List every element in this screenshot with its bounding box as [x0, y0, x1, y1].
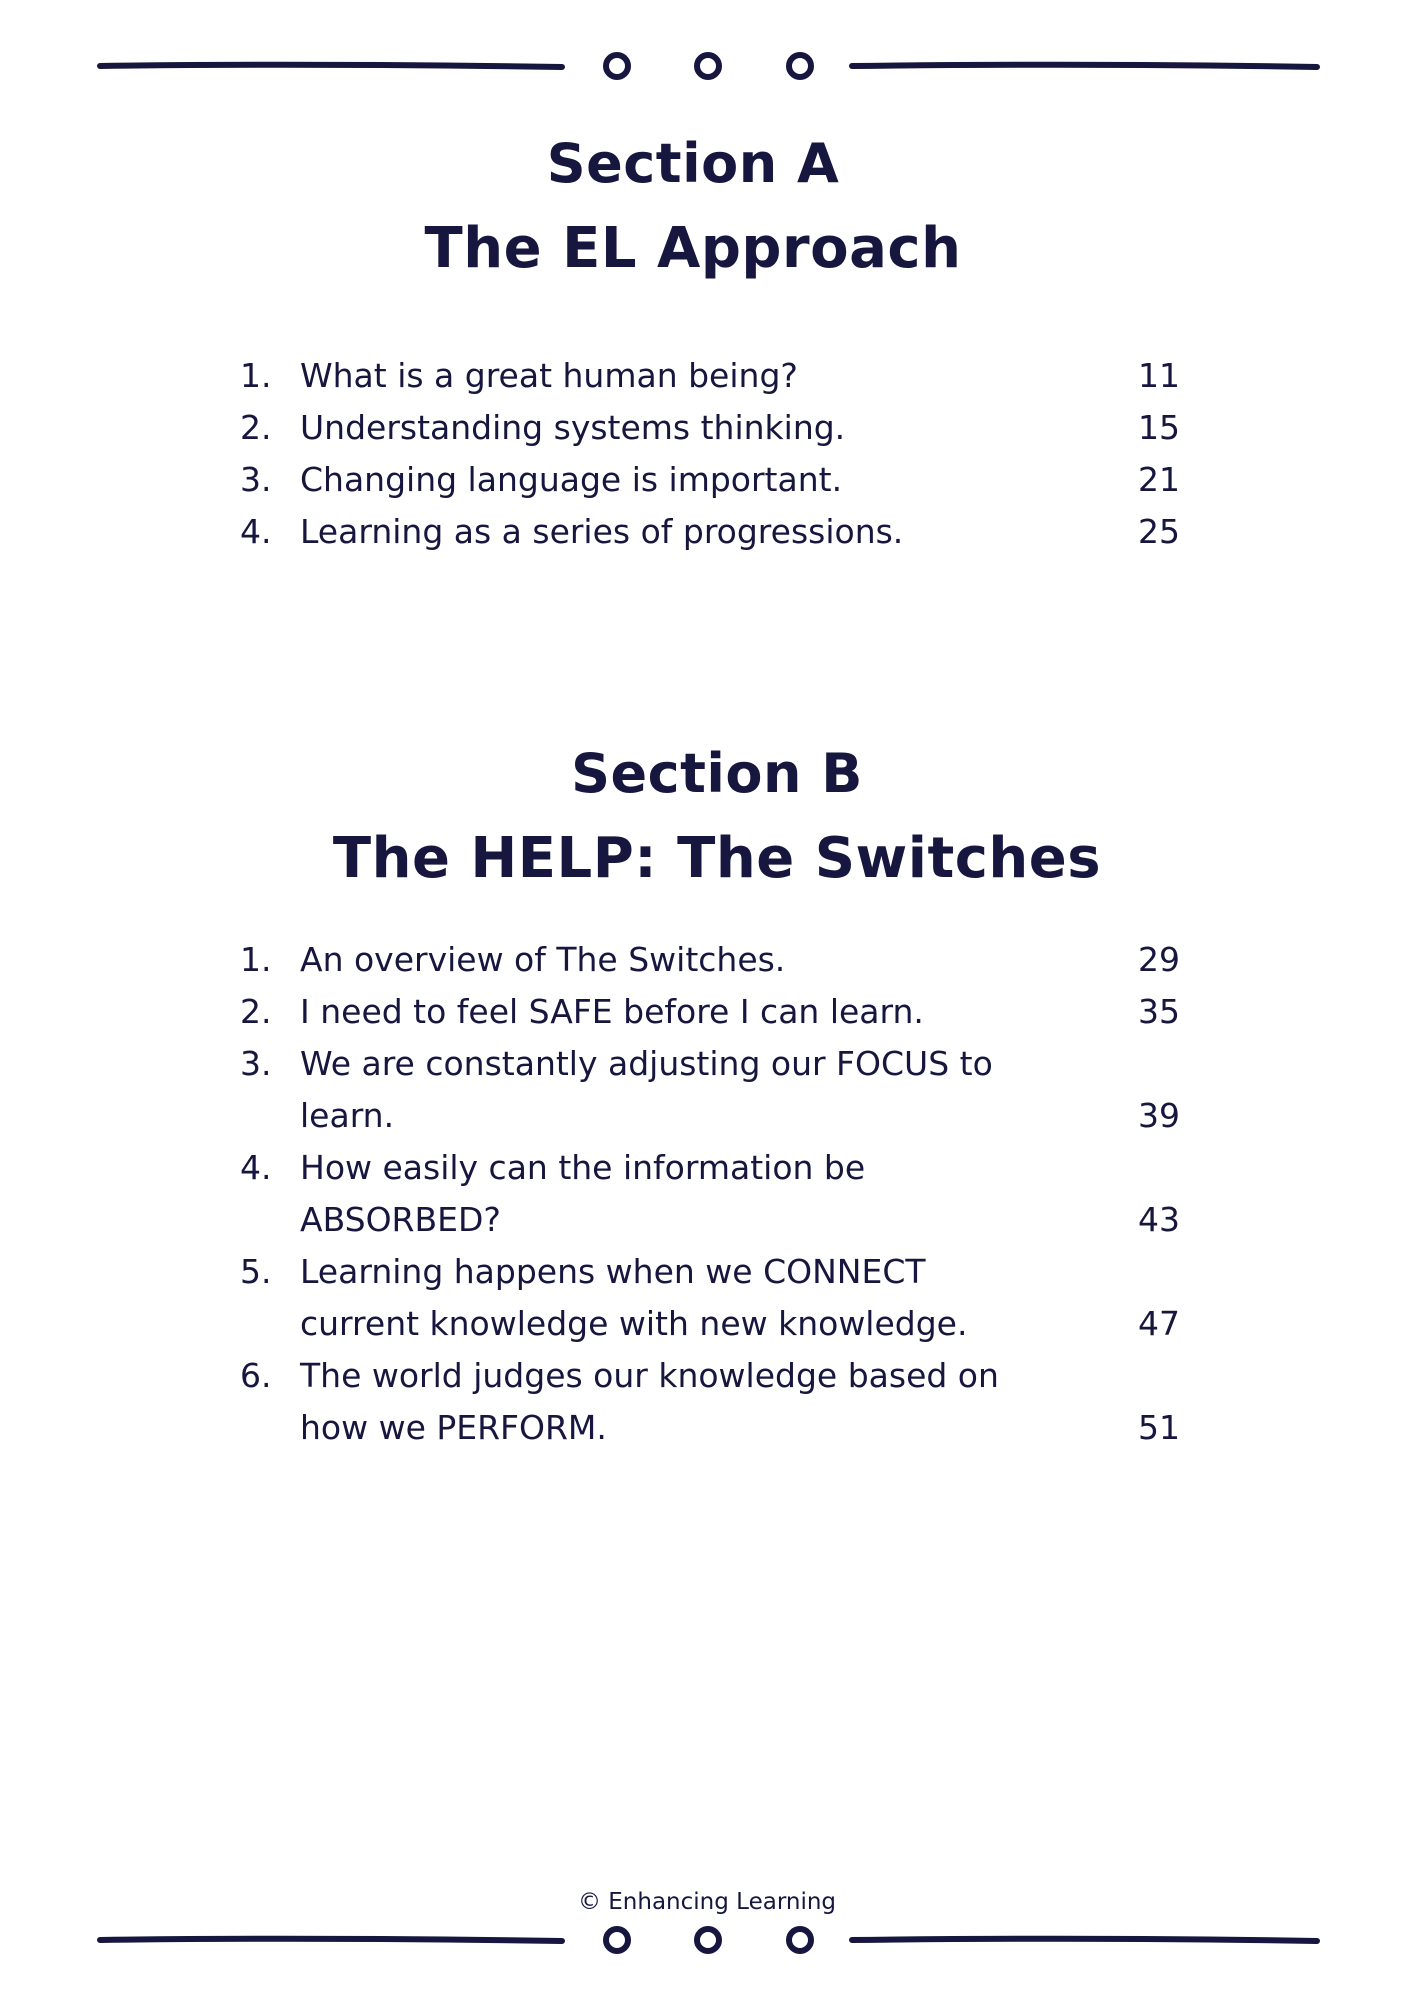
toc-entry-title: An overview of The Switches. [300, 940, 786, 979]
toc-entry[interactable] [240, 1142, 1180, 1246]
toc-entry-title: I need to feel SAFE before I can learn. [300, 992, 924, 1031]
toc-entry-title: Learning happens when we CONNECT current knowledge with new knowledge. [300, 1252, 968, 1343]
toc-entry-number: 1. [240, 940, 272, 979]
toc-entry-number: 2. [240, 992, 272, 1031]
toc-entry-number: 4. [240, 512, 272, 551]
toc-entry[interactable] [240, 1038, 1180, 1142]
section-b-title: Section B [571, 742, 863, 805]
toc-entry-title: How easily can the information be ABSORBED? [300, 1148, 866, 1239]
toc-entry-page: 39 [1138, 1096, 1180, 1135]
toc-entry-number: 5. [240, 1252, 272, 1291]
toc-entry-title: We are constantly adjusting our FOCUS to learn. [300, 1044, 993, 1135]
three-rings-divider-icon [0, 1920, 1414, 1960]
toc-entry[interactable] [240, 402, 1180, 454]
toc-entry-page: 43 [1138, 1200, 1180, 1239]
toc-entry[interactable] [240, 350, 1180, 402]
toc-entry-number: 2. [240, 408, 272, 447]
toc-entry-page: 29 [1138, 940, 1180, 979]
toc-entry-page: 15 [1138, 408, 1180, 447]
toc-entry[interactable] [240, 934, 1180, 986]
toc-entry-number: 4. [240, 1148, 272, 1187]
section-b-contents-list [240, 934, 1180, 1454]
toc-entry[interactable] [240, 1246, 1180, 1350]
toc-entry-number: 3. [240, 1044, 272, 1083]
toc-entry-title: What is a great human being? [300, 356, 798, 395]
toc-entry-number: 1. [240, 356, 272, 395]
toc-entry[interactable] [240, 454, 1180, 506]
toc-entry-page: 25 [1138, 512, 1180, 551]
bottom-ornament-divider [0, 1920, 1414, 1960]
section-a-contents-list [240, 350, 1180, 558]
toc-entry-page: 51 [1138, 1408, 1180, 1447]
toc-entry[interactable] [240, 1350, 1180, 1454]
toc-entry-page: 47 [1138, 1304, 1180, 1343]
toc-entry-title: Changing language is important. [300, 460, 843, 499]
toc-entry-number: 6. [240, 1356, 272, 1395]
three-rings-divider-icon [0, 46, 1414, 86]
section-a-title: Section A [546, 132, 840, 195]
toc-entry-title: Learning as a series of progressions. [300, 512, 904, 551]
copyright-footer: © Enhancing Learning [577, 1889, 837, 1915]
section-a-heading [0, 132, 1400, 281]
toc-entry[interactable] [240, 506, 1180, 558]
section-b-subtitle: The HELP: The Switches [332, 826, 1102, 891]
toc-entry-page: 35 [1138, 992, 1180, 1031]
toc-entry[interactable] [240, 986, 1180, 1038]
toc-entry-number: 3. [240, 460, 272, 499]
top-ornament-divider [0, 46, 1414, 86]
toc-entry-title: Understanding systems thinking. [300, 408, 846, 447]
section-b-heading [10, 742, 1414, 891]
toc-entry-page: 21 [1138, 460, 1180, 499]
toc-entry-title: The world judges our knowledge based on how we PERFORM. [300, 1356, 999, 1447]
section-a-subtitle: The EL Approach [424, 216, 962, 281]
toc-entry-page: 11 [1138, 356, 1180, 395]
